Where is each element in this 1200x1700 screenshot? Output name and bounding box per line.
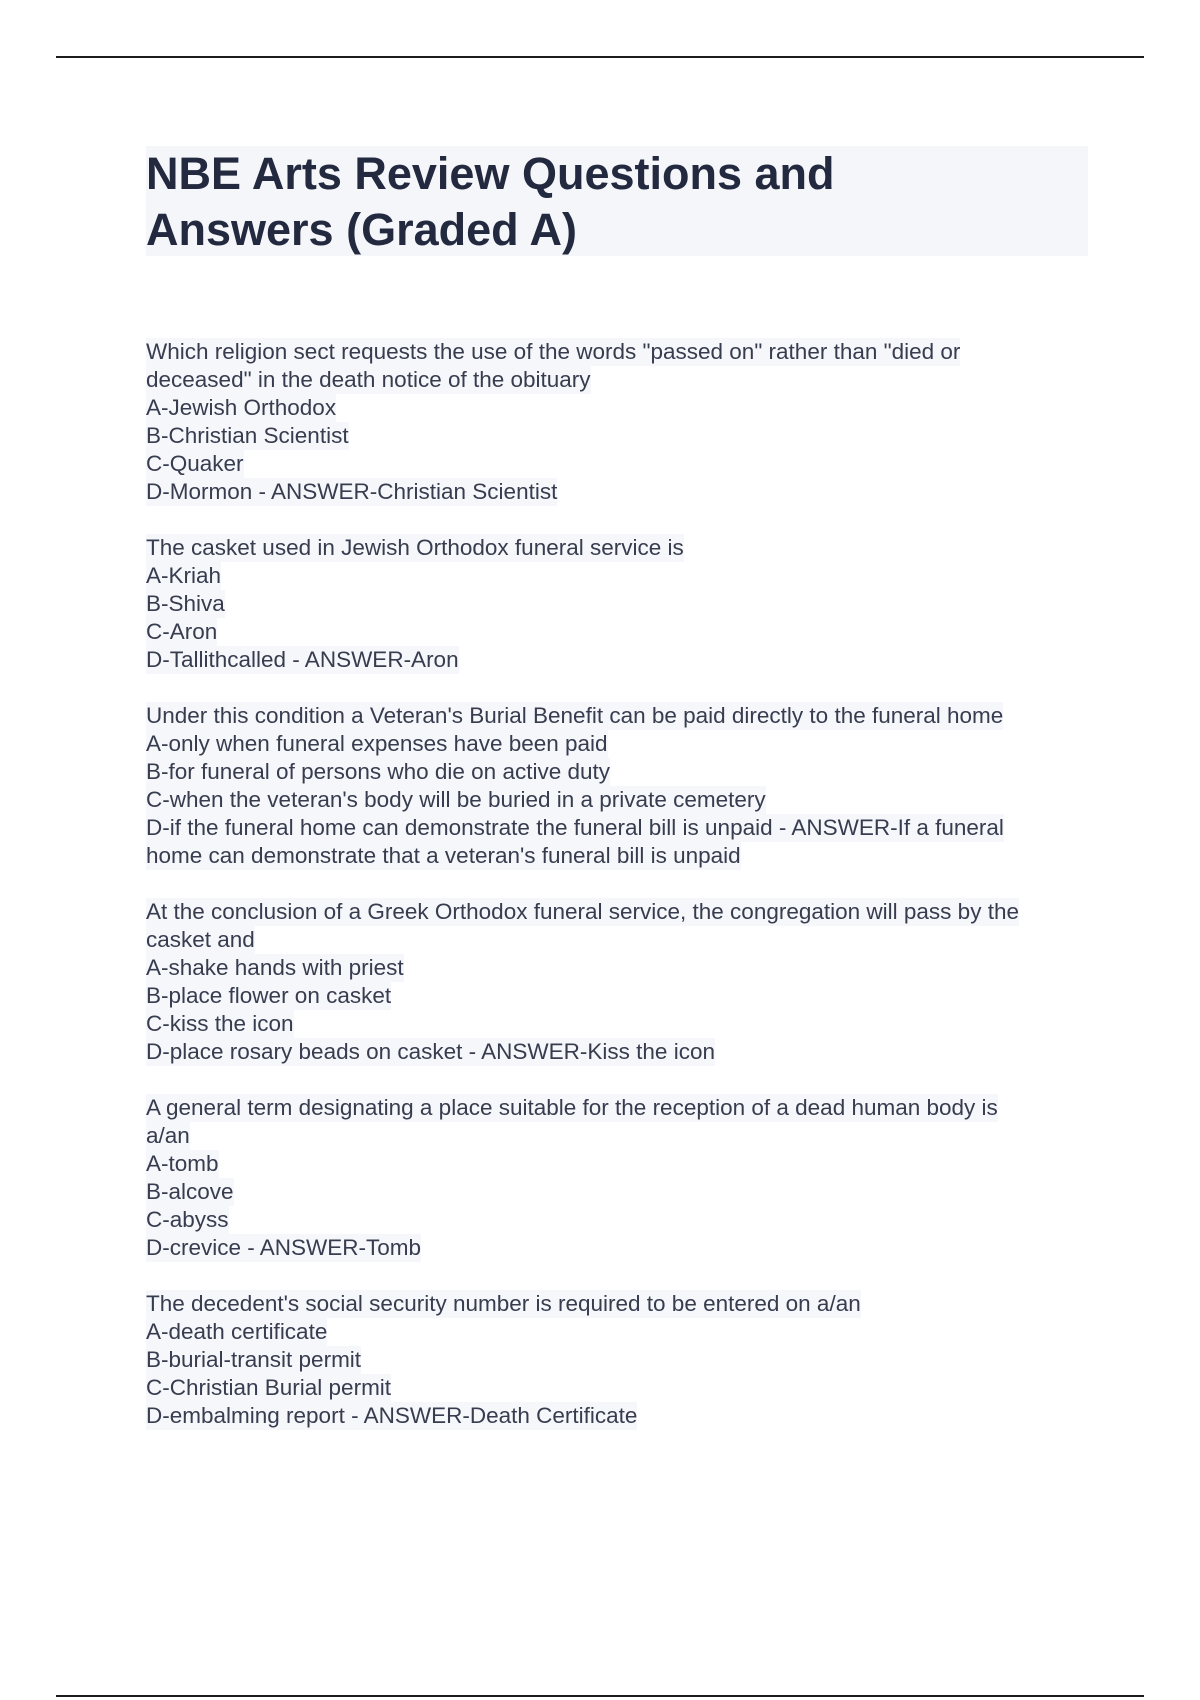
title-line-2: Answers (Graded A) [146,204,577,255]
question-2-option-c: C-Aron [146,619,218,644]
question-3-line-1: Under this condition a Veteran's Burial Benefit can be paid directly to the funeral home [146,703,1004,728]
question-2-option-d-answer: D-Tallithcalled - ANSWER-Aron [146,647,459,672]
question-1-option-a: A-Jewish Orthodox [146,395,337,420]
question-4-option-c: C-kiss the icon [146,1011,294,1036]
question-5-option-b: B-alcove [146,1179,234,1204]
question-4-option-a: A-shake hands with priest [146,955,404,980]
question-6-option-a: A-death certificate [146,1319,328,1344]
question-5-option-d-answer: D-crevice - ANSWER-Tomb [146,1235,422,1260]
question-block-6 [146,1290,1096,1430]
question-block-1 [146,338,1096,506]
question-2-option-b: B-Shiva [146,591,225,616]
question-5-line-1: A general term designating a place suitable for the reception of a dead human body is [146,1095,998,1120]
question-block-4 [146,898,1096,1066]
question-6-option-b: B-burial-transit permit [146,1347,362,1372]
question-block-3 [146,702,1096,870]
question-4-line-1: At the conclusion of a Greek Orthodox funeral service, the congregation will pass by the [146,899,1019,924]
bottom-rule [56,1695,1144,1697]
title-line-1: NBE Arts Review Questions and [146,148,835,199]
question-5-option-c: C-abyss [146,1207,229,1232]
question-1-line-2: deceased" in the death notice of the obituary [146,367,591,392]
question-4-option-d-answer: D-place rosary beads on casket - ANSWER-Kiss the icon [146,1039,715,1064]
question-2-line-1: The casket used in Jewish Orthodox funeral service is [146,535,684,560]
question-1-option-d-answer: D-Mormon - ANSWER-Christian Scientist [146,479,558,504]
question-1-option-c: C-Quaker [146,451,244,476]
question-6-line-1: The decedent's social security number is required to be entered on a/an [146,1291,861,1316]
title-block [146,146,1088,256]
question-3-option-d-answer: D-if the funeral home can demonstrate the funeral bill is unpaid - ANSWER-If a funeral [146,815,1004,840]
question-3-option-c: C-when the veteran's body will be buried in a private cemetery [146,787,766,812]
question-list [146,338,1096,1458]
question-1-option-b: B-Christian Scientist [146,423,349,448]
question-3-option-b: B-for funeral of persons who die on active duty [146,759,611,784]
question-2-option-a: A-Kriah [146,563,222,588]
question-6-option-d-answer: D-embalming report - ANSWER-Death Certificate [146,1403,638,1428]
question-4-line-2: casket and [146,927,255,952]
question-5-line-2: a/an [146,1123,190,1148]
question-3-answer-continued: home can demonstrate that a veteran's funeral bill is unpaid [146,843,741,868]
question-3-option-a: A-only when funeral expenses have been paid [146,731,608,756]
question-5-option-a: A-tomb [146,1151,219,1176]
question-1-line-1: Which religion sect requests the use of the words "passed on" rather than "died or [146,339,961,364]
question-block-5 [146,1094,1096,1262]
top-rule [56,56,1144,58]
question-4-option-b: B-place flower on casket [146,983,392,1008]
page-title [146,146,906,258]
question-6-option-c: C-Christian Burial permit [146,1375,392,1400]
question-block-2 [146,534,1096,674]
